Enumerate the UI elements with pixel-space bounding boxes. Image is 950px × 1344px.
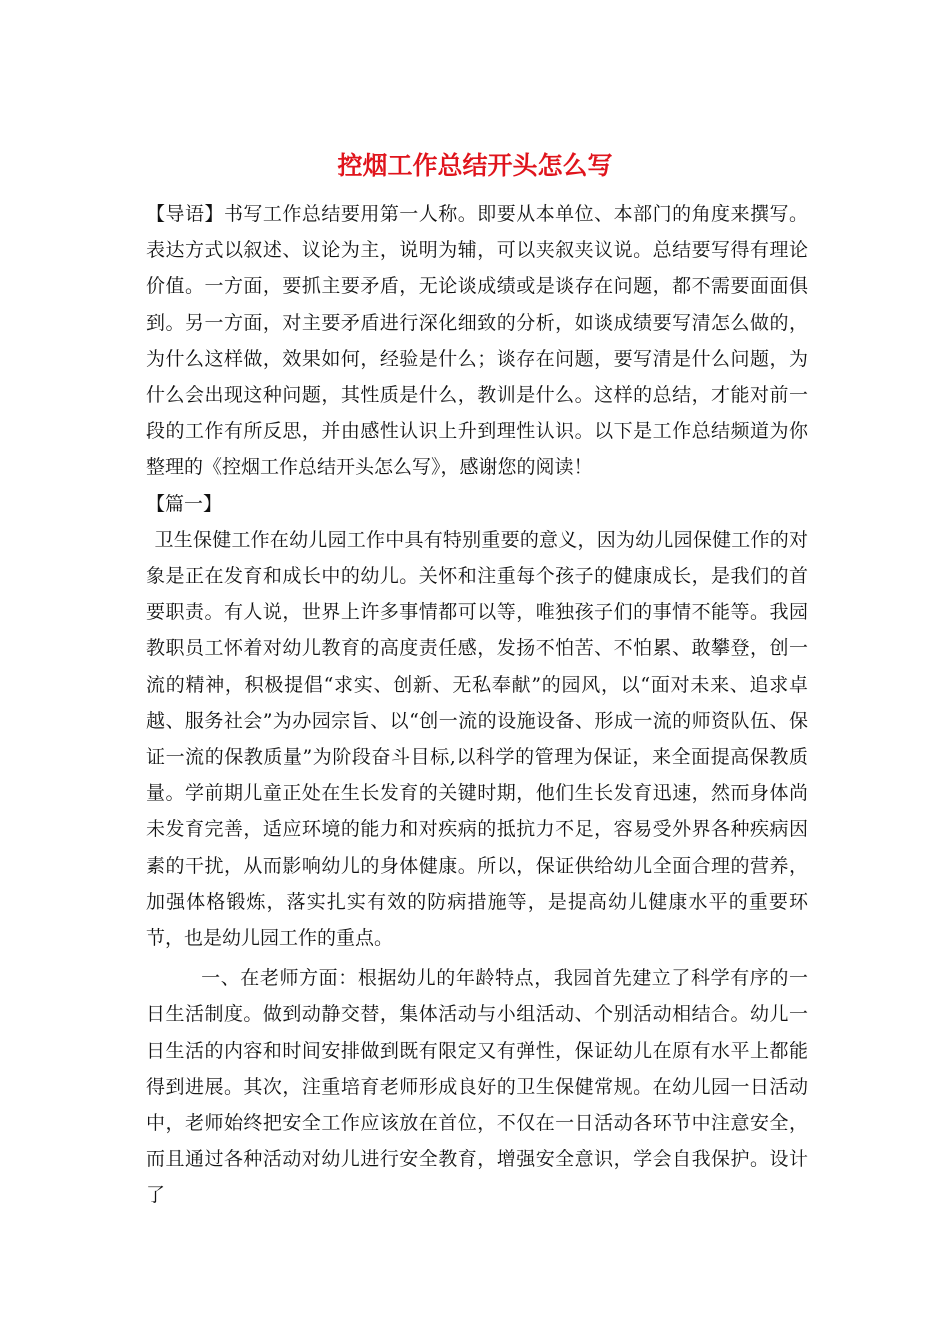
intro-paragraph: 【导语】书写工作总结要用第一人称。即要从本单位、本部门的角度来撰写。表达方式以叙述、议论为主，说明为辅，可以夹叙夹议说。总结要写得有理论价值。一方面，要抓主要矛盾，无论谈成绩或是谈存在问题，都不需要面面俱到。另一方面，对主要矛盾进行深化细致的分析，如谈成绩要写清怎么做的，为什么这样做，效果如何，经验是什么；谈存在问题，要写清是什么问题，为什么会出现这种问题，其性质是什么，教训是什么。这样的总结，才能对前一段的工作有所反思，并由感性认识上升到理性认识。以下是工作总结频道为你整理的《控烟工作总结开头怎么写》，感谢您的阅读！ bbox=[146, 203, 808, 479]
body-paragraph-1: 卫生保健工作在幼儿园工作中具有特别重要的意义，因为幼儿园保健工作的对象是正在发育和成长中的幼儿。关怀和注重每个孩子的健康成长，是我们的首要职责。有人说，世界上许多事情都可以等，唯独孩子们的事情不能等。我园教职员工怀着对幼儿教育的高度责任感，发扬不怕苦、不怕累、敢攀登，创一流的精神，积极提倡“求实、创新、无私奉献”的园风，以“面对未来、追求卓越、服务社会”为办园宗旨、以“创一流的设施设备、形成一流的师资队伍、保证一流的保教质量”为阶段奋斗目标,以科学的管理为保证，来全面提高保教质量。学前期儿童正处在生长发育的关键时期，他们生长发育迅速，然而身体尚未发育完善，适应环境的能力和对疾病的抵抗力不足，容易受外界各种疾病因素的干扰，从而影响幼儿的身体健康。所以，保证供给幼儿全面合理的营养，加强体格锻炼，落实扎实有效的防病措施等，是提高幼儿健康水平的重要环节，也是幼儿园工作的重点。 bbox=[146, 528, 808, 950]
document-title: 控烟工作总结开头怎么写 bbox=[337, 151, 613, 180]
body-paragraph-2: 一、在老师方面：根据幼儿的年龄特点，我园首先建立了科学有序的一日生活制度。做到动静交替，集体活动与小组活动、个别活动相结合。幼儿一日生活的内容和时间安排做到既有限定又有弹性，保证幼儿在原有水平上都能得到进展。其次，注重培育老师形成良好的卫生保健常规。在幼儿园一日活动中，老师始终把安全工作应该放在首位，不仅在一日活动各环节中注意安全，而且通过各种活动对幼儿进行安全教育，增强安全意识，学会自我保护。设计了 bbox=[146, 967, 808, 1207]
section-heading: 【篇一】 bbox=[146, 492, 223, 515]
document-body bbox=[146, 196, 808, 1214]
